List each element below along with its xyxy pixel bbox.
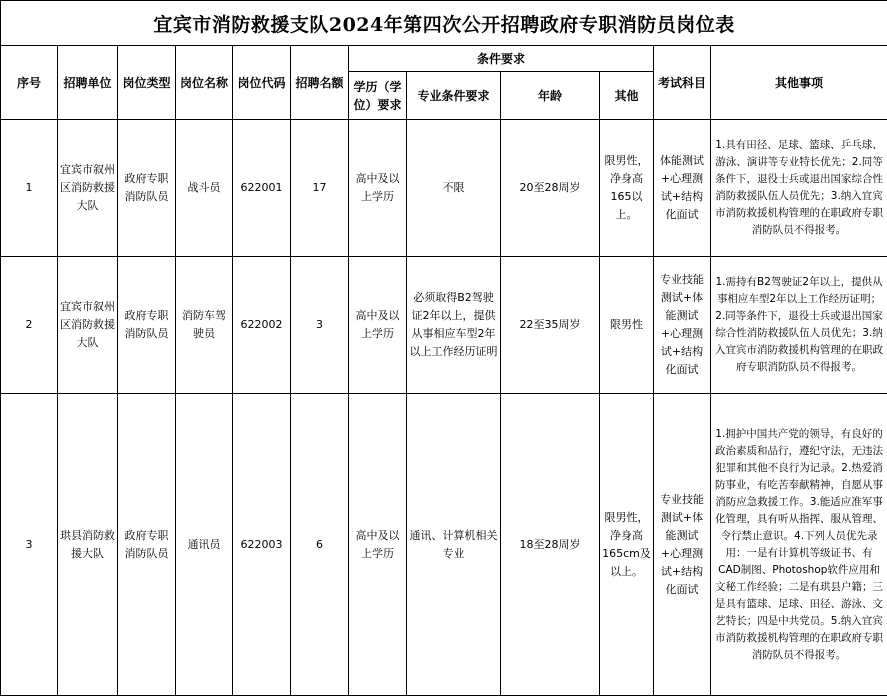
cell-position-name: 战斗员 <box>176 120 233 257</box>
header-quota: 招聘名额 <box>291 46 349 120</box>
cell-quota: 17 <box>291 120 349 257</box>
cell-type: 政府专职消防队员 <box>118 257 176 394</box>
cell-age: 18至28周岁 <box>501 394 600 696</box>
cell-position-name: 消防车驾驶员 <box>176 257 233 394</box>
header-position-name: 岗位名称 <box>176 46 233 120</box>
header-type: 岗位类型 <box>118 46 176 120</box>
header-other: 其他 <box>600 72 654 120</box>
table-row <box>1 120 887 257</box>
cell-code: 622003 <box>233 394 291 696</box>
header-exam: 考试科目 <box>654 46 711 120</box>
header-age: 年龄 <box>501 72 600 120</box>
cell-other: 限男性，净身高165以上。 <box>600 120 654 257</box>
cell-unit: 珙县消防救援大队 <box>58 394 118 696</box>
header-major: 专业条件要求 <box>407 72 501 120</box>
cell-seq: 1 <box>1 120 58 257</box>
cell-exam: 专业技能测试+体能测试+心理测试+结构化面试 <box>654 394 711 696</box>
cell-education: 高中及以上学历 <box>349 394 407 696</box>
cell-type: 政府专职消防队员 <box>118 394 176 696</box>
cell-major: 通讯、计算机相关专业 <box>407 394 501 696</box>
cell-code: 622001 <box>233 120 291 257</box>
cell-quota: 3 <box>291 257 349 394</box>
cell-unit: 宜宾市叙州区消防救援大队 <box>58 257 118 394</box>
cell-education: 高中及以上学历 <box>349 120 407 257</box>
table-row <box>1 257 887 394</box>
header-conditions: 条件要求 <box>349 46 654 72</box>
cell-notes: 1.具有田径、足球、篮球、乒乓球、游泳、演讲等专业特长优先；2.同等条件下，退役士兵或退出国家综合性消防救援队伍人员优先；3.纳入宜宾市消防救援机构管理的在职政府专职消防队员不得报考。 <box>711 120 887 257</box>
cell-other: 限男性 <box>600 257 654 394</box>
cell-unit: 宜宾市叙州区消防救援大队 <box>58 120 118 257</box>
header-notes: 其他事项 <box>711 46 887 120</box>
cell-quota: 6 <box>291 394 349 696</box>
header-code: 岗位代码 <box>233 46 291 120</box>
cell-type: 政府专职消防队员 <box>118 120 176 257</box>
cell-exam: 体能测试+心理测试+结构化面试 <box>654 120 711 257</box>
cell-code: 622002 <box>233 257 291 394</box>
page-title: 宜宾市消防救援支队2024年第四次公开招聘政府专职消防员岗位表 <box>1 1 887 46</box>
cell-age: 22至35周岁 <box>501 257 600 394</box>
cell-seq: 2 <box>1 257 58 394</box>
header-unit: 招聘单位 <box>58 46 118 120</box>
cell-other: 限男性，净身高165cm及以上。 <box>600 394 654 696</box>
cell-position-name: 通讯员 <box>176 394 233 696</box>
cell-major: 不限 <box>407 120 501 257</box>
cell-notes: 1.拥护中国共产党的领导，有良好的政治素质和品行，遵纪守法，无违法犯罪和其他不良行为记录。2.热爱消防事业，有吃苦奉献精神，自愿从事消防应急救援工作。3.能适应准军事化管理，具有听从指挥、服从管理、令行禁止意识。4.下列人员优先录用：一是有计算机等级证书、有CAD制图、Photoshop软件应用和文秘工作经验；二是有珙县户籍；三是具有篮球、足球、田径、游泳、文艺特长；四是中共党员。5.纳入宜宾市消防救援机构管理的在职政府专职消防队员不得报考。 <box>711 394 887 696</box>
cell-major: 必须取得B2驾驶证2年以上，提供从事相应车型2年以上工作经历证明 <box>407 257 501 394</box>
header-seq: 序号 <box>1 46 58 120</box>
cell-exam: 专业技能测试+体能测试+心理测试+结构化面试 <box>654 257 711 394</box>
table-row <box>1 394 887 696</box>
cell-notes: 1.需持有B2驾驶证2年以上，提供从事相应车型2年以上工作经历证明；2.同等条件下，退役士兵或退出国家综合性消防救援队伍人员优先；3.纳入宜宾市消防救援机构管理的在职政府专职消防队员不得报考。 <box>711 257 887 394</box>
cell-education: 高中及以上学历 <box>349 257 407 394</box>
header-education: 学历（学位）要求 <box>349 72 407 120</box>
cell-seq: 3 <box>1 394 58 696</box>
cell-age: 20至28周岁 <box>501 120 600 257</box>
